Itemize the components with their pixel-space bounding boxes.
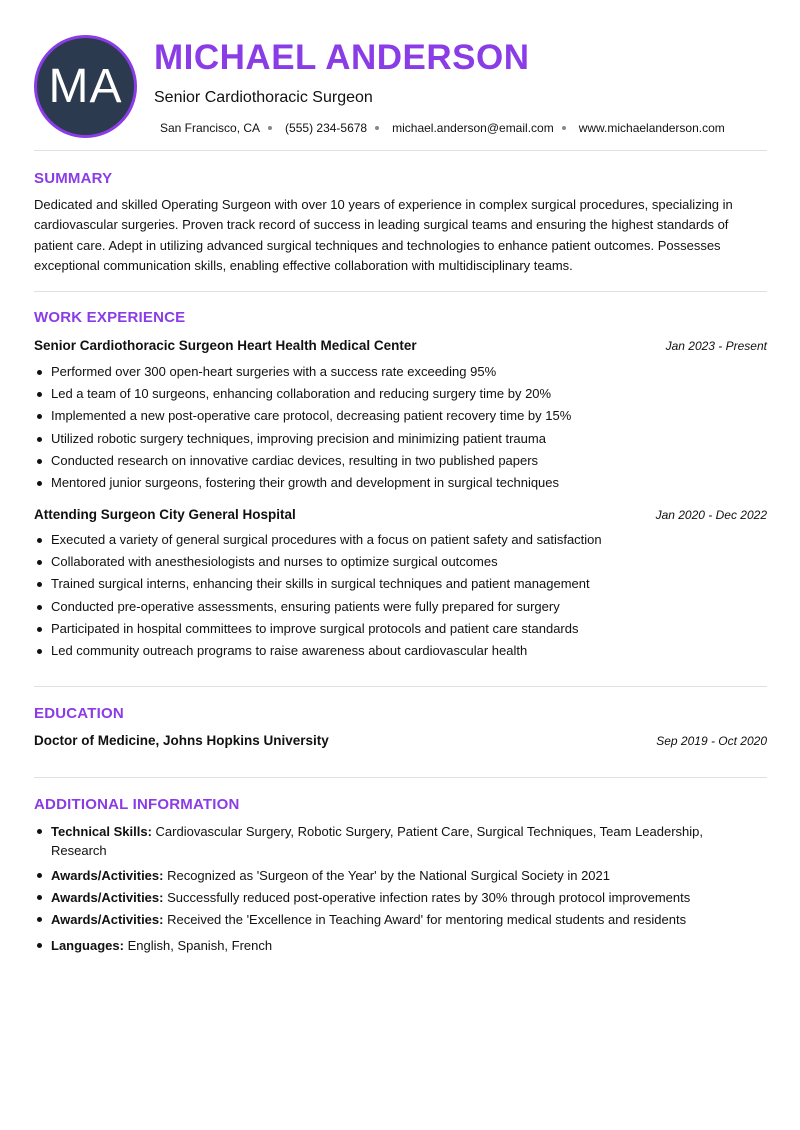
avatar-initials: MA: [48, 60, 123, 113]
education-dates: Sep 2019 - Oct 2020: [656, 734, 767, 748]
job-dates: Jan 2020 - Dec 2022: [655, 508, 767, 522]
item-text: Cardiovascular Surgery, Robotic Surgery, Patient Care, Surgical Techniques, Team Leadership, Research: [51, 824, 704, 858]
list-item: Conducted pre-operative assessments, ensuring patients were fully prepared for surgery: [34, 598, 774, 620]
item-label: Languages:: [51, 938, 124, 953]
summary-text: Dedicated and skilled Operating Surgeon with over 10 years of experience in complex surgical procedures, specializing in cardiovascular surgeries. Proven track record of success in leading surgical teams and ensuring the highest standards of patient care. Adept in utilizing advanced surgical techniques and technologies to enhance patient outcomes. Possesses exceptional communication skills, enabling effective collaboration with multidisciplinary teams.: [34, 197, 733, 273]
contact-email[interactable]: michael.anderson@email.com: [392, 121, 554, 135]
divider: [34, 150, 767, 151]
item-label: Technical Skills:: [51, 824, 152, 839]
job-bullets: [34, 531, 774, 664]
item-label: Awards/Activities:: [51, 912, 164, 927]
education-degree: Doctor of Medicine, Johns Hopkins University: [34, 733, 329, 748]
list-item: Executed a variety of general surgical procedures with a focus on patient safety and satisfaction: [34, 531, 774, 553]
divider: [34, 777, 767, 778]
list-item: [34, 910, 774, 929]
list-item: Utilized robotic surgery techniques, improving precision and minimizing patient trauma: [34, 430, 774, 452]
additional-list: [34, 822, 774, 955]
list-item: Performed over 300 open-heart surgeries with a success rate exceeding 95%: [34, 363, 774, 385]
contact-website[interactable]: www.michaelanderson.com: [578, 121, 725, 135]
separator-dot: [562, 126, 566, 130]
separator-dot: [268, 126, 272, 130]
list-item: Mentored junior surgeons, fostering their growth and development in surgical techniques: [34, 474, 774, 496]
experience-heading: WORK EXPERIENCE: [34, 309, 186, 326]
job-bullets: [34, 363, 774, 496]
list-item: Trained surgical interns, enhancing their skills in surgical techniques and patient management: [34, 575, 774, 597]
job-header: [34, 507, 767, 525]
contact-location: San Francisco, CA: [160, 121, 261, 135]
item-text: Successfully reduced post-operative infection rates by 30% through protocol improvements: [163, 890, 691, 905]
summary-heading: SUMMARY: [34, 170, 113, 187]
education-entry: [34, 733, 767, 751]
job-dates: Jan 2023 - Present: [665, 339, 767, 353]
list-item: [34, 822, 734, 860]
item-label: Awards/Activities:: [51, 890, 164, 905]
item-text: English, Spanish, French: [123, 938, 273, 953]
separator-dot: [375, 126, 379, 130]
divider: [34, 291, 767, 292]
list-item: Conducted research on innovative cardiac devices, resulting in two published papers: [34, 452, 774, 474]
item-text: Recognized as 'Surgeon of the Year' by the National Surgical Society in 2021: [163, 868, 611, 883]
item-text: Received the 'Excellence in Teaching Award' for mentoring medical students and residents: [163, 912, 687, 927]
list-item: [34, 936, 774, 955]
job-header: [34, 338, 767, 356]
candidate-name: MICHAEL ANDERSON: [154, 38, 530, 77]
divider: [34, 686, 767, 687]
list-item: [34, 888, 774, 907]
avatar: [34, 35, 137, 138]
additional-heading: ADDITIONAL INFORMATION: [34, 796, 240, 813]
list-item: Led community outreach programs to raise awareness about cardiovascular health: [34, 642, 774, 664]
education-heading: EDUCATION: [34, 705, 124, 722]
list-item: Participated in hospital committees to improve surgical protocols and patient care standards: [34, 620, 774, 642]
list-item: [34, 866, 774, 885]
list-item: Collaborated with anesthesiologists and nurses to optimize surgical outcomes: [34, 553, 774, 575]
contact-phone: (555) 234-5678: [285, 121, 368, 135]
item-label: Awards/Activities:: [51, 868, 164, 883]
contact-bar: [160, 121, 725, 135]
list-item: Implemented a new post-operative care protocol, decreasing patient recovery time by 15%: [34, 407, 774, 429]
candidate-title: Senior Cardiothoracic Surgeon: [154, 89, 373, 106]
job-role: Attending Surgeon City General Hospital: [34, 507, 296, 522]
list-item: Led a team of 10 surgeons, enhancing collaboration and reducing surgery time by 20%: [34, 385, 774, 407]
job-role: Senior Cardiothoracic Surgeon Heart Health Medical Center: [34, 338, 417, 353]
